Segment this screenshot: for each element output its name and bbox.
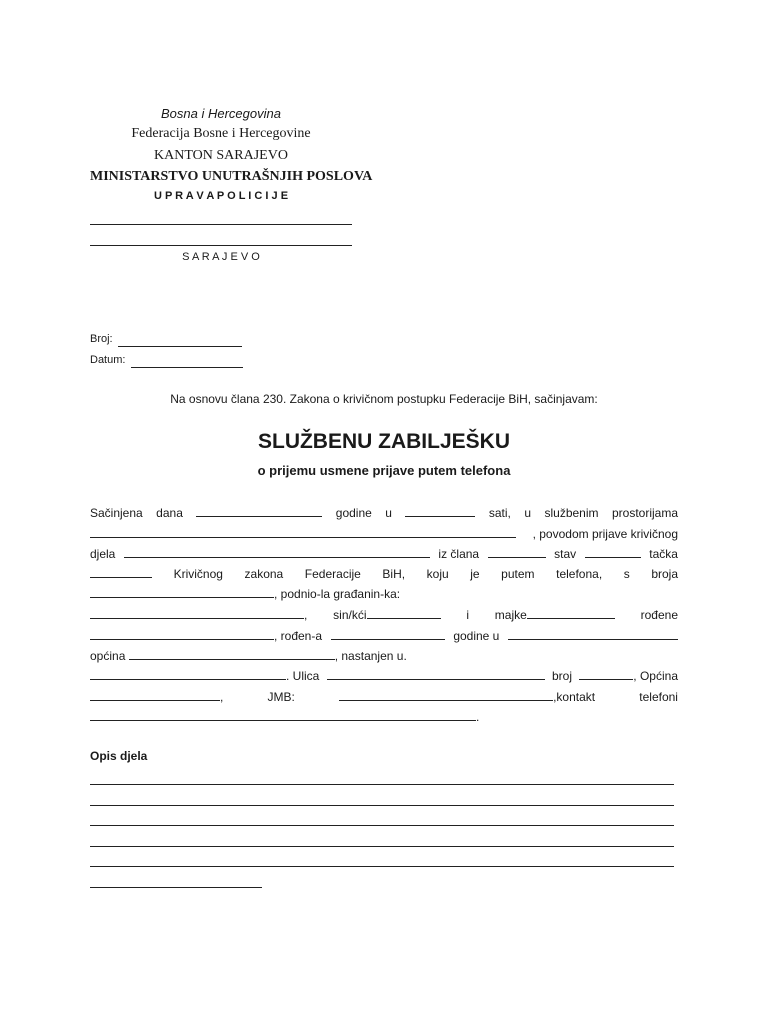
house-number-field[interactable] — [579, 667, 633, 680]
label-nastanjen: , nastanjen u. — [334, 649, 407, 663]
label-sluzbenim: službenim — [544, 506, 599, 520]
point-field[interactable] — [90, 565, 152, 578]
residence-field[interactable] — [90, 667, 286, 680]
header-blank-line-1[interactable] — [90, 224, 352, 225]
label-zakona: zakona — [244, 567, 284, 581]
label-telefoni: telefoni — [639, 690, 678, 704]
datum-field[interactable] — [131, 367, 243, 368]
document-subtitle: o prijemu usmene prijave putem telefona — [257, 463, 511, 478]
description-line-6[interactable] — [90, 887, 262, 888]
broj-field[interactable] — [118, 346, 242, 347]
form-line-1 — [90, 503, 678, 523]
label-comma-2: , — [220, 690, 224, 704]
form-line-10 — [90, 687, 678, 707]
label-je: je — [470, 567, 480, 581]
datum-label: Datum: — [90, 354, 126, 366]
document-title: SLUŽBENU ZABILJEŠKU — [257, 430, 510, 453]
street-field[interactable] — [327, 667, 545, 680]
form-line-3 — [90, 544, 678, 564]
municipality-field[interactable] — [129, 647, 335, 660]
label-broja: broja — [651, 567, 678, 581]
offense-field[interactable] — [124, 545, 430, 558]
label-godine: godine — [335, 506, 372, 520]
label-broj: broj — [551, 669, 572, 683]
header-blank-line-2[interactable] — [90, 245, 352, 246]
description-line-4[interactable] — [90, 846, 674, 847]
department-name: U P R A V A P O L I C I J E — [153, 190, 289, 202]
form-line-7 — [90, 626, 678, 646]
description-line-2[interactable] — [90, 805, 674, 806]
label-opcina: općina — [90, 649, 126, 663]
label-telefona: telefona, — [556, 567, 603, 581]
label-u: u — [385, 506, 392, 520]
label-federacije: Federacije — [304, 567, 361, 581]
label-sacinjena: Sačinjena — [90, 506, 143, 520]
birth-date-field[interactable] — [331, 627, 445, 640]
label-jmb: JMB: — [267, 690, 295, 704]
article-field[interactable] — [488, 545, 546, 558]
time-field[interactable] — [405, 504, 475, 517]
citizen-name-field[interactable] — [90, 606, 304, 619]
canton-name: KANTON SARAJEVO — [154, 148, 288, 163]
country-name: Bosna i Hercegovina — [161, 106, 281, 121]
label-krivicnog: Krivičnog — [173, 567, 223, 581]
form-line-11 — [90, 707, 479, 727]
father-name-field[interactable] — [367, 606, 441, 619]
form-line-2 — [90, 524, 678, 544]
ministry-name: MINISTARSTVO UNUTRAŠNJIH POSLOVA — [90, 169, 373, 184]
premises-field[interactable] — [90, 525, 516, 538]
jmb-field[interactable] — [339, 688, 553, 701]
description-line-5[interactable] — [90, 866, 674, 867]
label-comma: , — [304, 608, 308, 622]
label-stav: stav — [554, 547, 577, 561]
date-field[interactable] — [196, 504, 322, 517]
form-line-8 — [90, 646, 407, 666]
label-bih: BiH, — [382, 567, 406, 581]
label-godine-u: godine u — [453, 629, 500, 643]
mother-name-field[interactable] — [527, 606, 615, 619]
contact-phones-field[interactable] — [90, 708, 476, 721]
description-line-1[interactable] — [90, 784, 674, 785]
label-s: s — [623, 567, 630, 581]
opis-djela-label: Opis djela — [90, 749, 148, 763]
label-sati: sati, — [488, 506, 511, 520]
broj-label: Broj: — [90, 333, 113, 345]
label-putem: putem — [501, 567, 535, 581]
form-line-4 — [90, 564, 678, 584]
residence-municipality-field[interactable] — [90, 688, 220, 701]
label-majke: majke — [494, 608, 527, 622]
paragraph-field[interactable] — [585, 545, 641, 558]
label-ulica: . Ulica — [286, 669, 320, 683]
label-podnio: , podnio-la građanin-ka: — [274, 587, 401, 601]
label-djela: djela — [90, 547, 116, 561]
label-roden: , rođen-a — [274, 629, 323, 643]
intro-text: Na osnovu člana 230. Zakona o krivičnom postupku Federacije BiH, sačinjavam: — [170, 392, 598, 406]
label-rodene: rođene — [640, 608, 678, 622]
phone-number-field[interactable] — [90, 585, 274, 598]
form-line-6 — [90, 605, 678, 625]
federation-name: Federacija Bosne i Hercegovine — [131, 126, 311, 141]
birth-place-field[interactable] — [508, 627, 678, 640]
label-koju: koju — [426, 567, 449, 581]
label-dana: dana — [156, 506, 183, 520]
label-kontakt: ,kontakt — [553, 690, 596, 704]
label-povodom-prijave: , povodom prijave krivičnog — [532, 527, 678, 541]
label-opcina-2: , Općina — [633, 669, 678, 683]
city-name: S A R A J E V O — [182, 251, 260, 263]
form-line-5 — [90, 584, 400, 604]
description-line-3[interactable] — [90, 825, 674, 826]
label-u-2: u — [524, 506, 532, 520]
label-tacka: tačka — [649, 547, 678, 561]
form-line-9 — [90, 666, 678, 686]
label-sin-kci: sin/kći — [333, 608, 367, 622]
label-period: . — [476, 710, 480, 724]
label-prostorijama: prostorijama — [611, 506, 678, 520]
label-iz-clana: iz člana — [438, 547, 480, 561]
maiden-name-field[interactable] — [90, 627, 274, 640]
label-i: i — [466, 608, 469, 622]
